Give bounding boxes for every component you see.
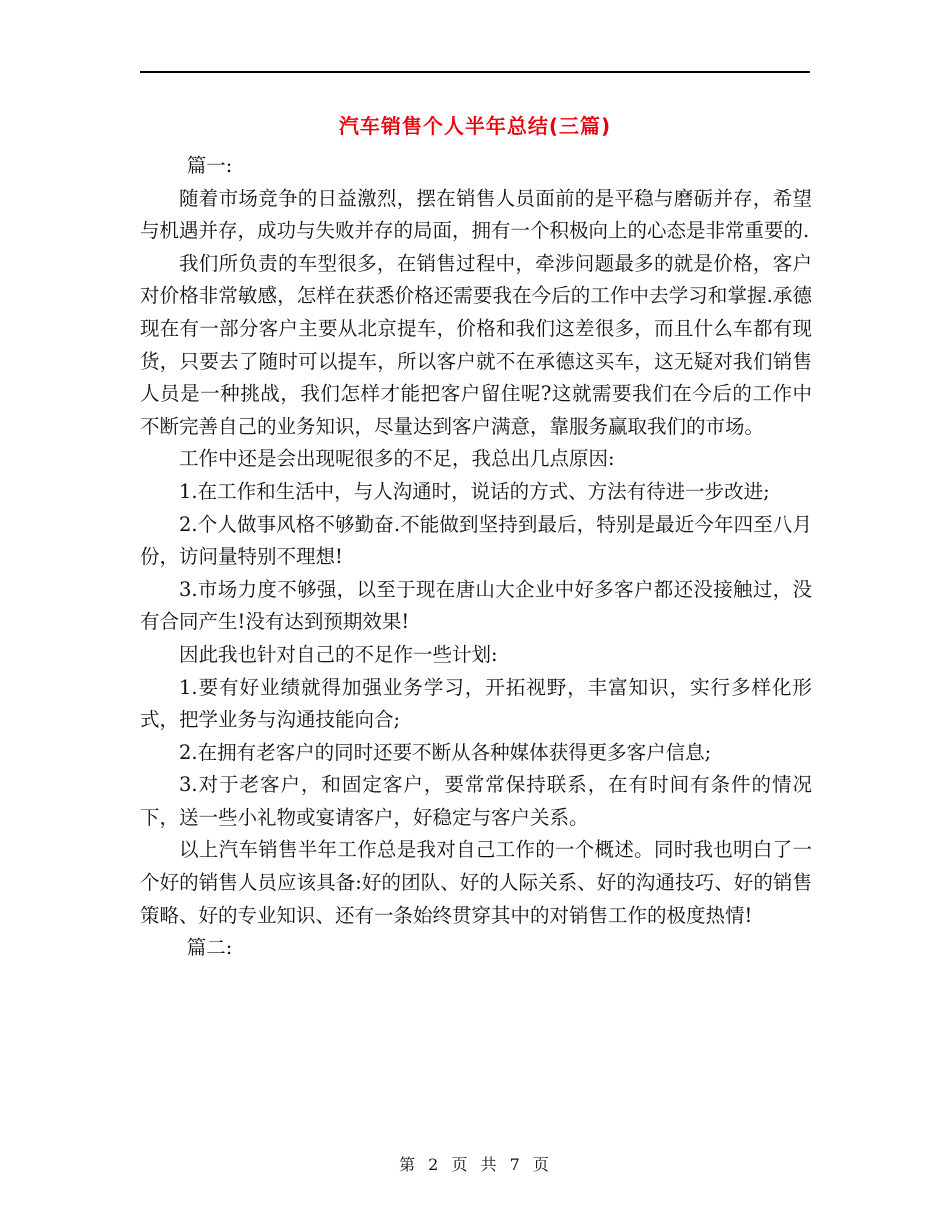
paragraph: 以上汽车销售半年工作总是我对自己工作的一个概述。同时我也明白了一个好的销售人员应该具备:好的团队、好的人际关系、好的沟通技巧、好的销售策略、好的专业知识、还有一条始终贯穿其中的对销售工作的极度热情!: [140, 838, 812, 927]
list-item: 3.对于老客户，和固定客户，要常常保持联系，在有时间有条件的情况下，送一些小礼物或宴请客户，好稳定与客户关系。: [140, 773, 812, 829]
document-body: [140, 150, 812, 965]
section-heading-part-two: 篇二:: [186, 936, 233, 960]
list-item: 1.要有好业绩就得加强业务学习，开拓视野，丰富知识，实行多样化形式，把学业务与沟通技能向合;: [140, 675, 812, 732]
header-rule: [140, 71, 810, 73]
paragraph: 因此我也针对自己的不足作一些计划:: [179, 642, 498, 666]
list-item: 1.在工作和生活中，与人沟通时，说话的方式、方法有待进一步改进;: [179, 479, 770, 503]
paragraph: 我们所负责的车型很多，在销售过程中，牵涉问题最多的就是价格，客户对价格非常敏感，怎样在获悉价格还需要我在今后的工作中去学习和掌握.承德现在有一部分客户主要从北京提车，价格和我们这差很多，而且什么车都有现货，只要去了随时可以提车，所以客户就不在承德这买车，这无疑对我们销售人员是一种挑战，我们怎样才能把客户留住呢?这就需要我们在今后的工作中不断完善自己的业务知识，尽量达到客户满意，靠服务赢取我们的市场。: [140, 251, 812, 438]
list-item: 3.市场力度不够强，以至于现在唐山大企业中好多客户都还没接触过，没有合同产生!没有达到预期效果!: [140, 577, 812, 634]
page-number: 第 2 页 共 7 页: [399, 1155, 551, 1174]
list-item: 2.在拥有老客户的同时还要不断从各种媒体获得更多客户信息;: [179, 740, 712, 764]
paragraph: 随着市场竞争的日益激烈，摆在销售人员面前的是平稳与磨砺并存，希望与机遇并存，成功与失败并存的局面，拥有一个积极向上的心态是非常重要的.: [140, 186, 812, 243]
section-heading-part-one: 篇一:: [186, 154, 233, 177]
list-item: 2.个人做事风格不够勤奋.不能做到坚持到最后，特别是最近今年四至八月份，访问量特别不理想!: [140, 512, 812, 569]
document-title: 汽车销售个人半年总结(三篇): [338, 114, 612, 138]
paragraph: 工作中还是会出现呢很多的不足，我总出几点原因:: [179, 447, 615, 471]
